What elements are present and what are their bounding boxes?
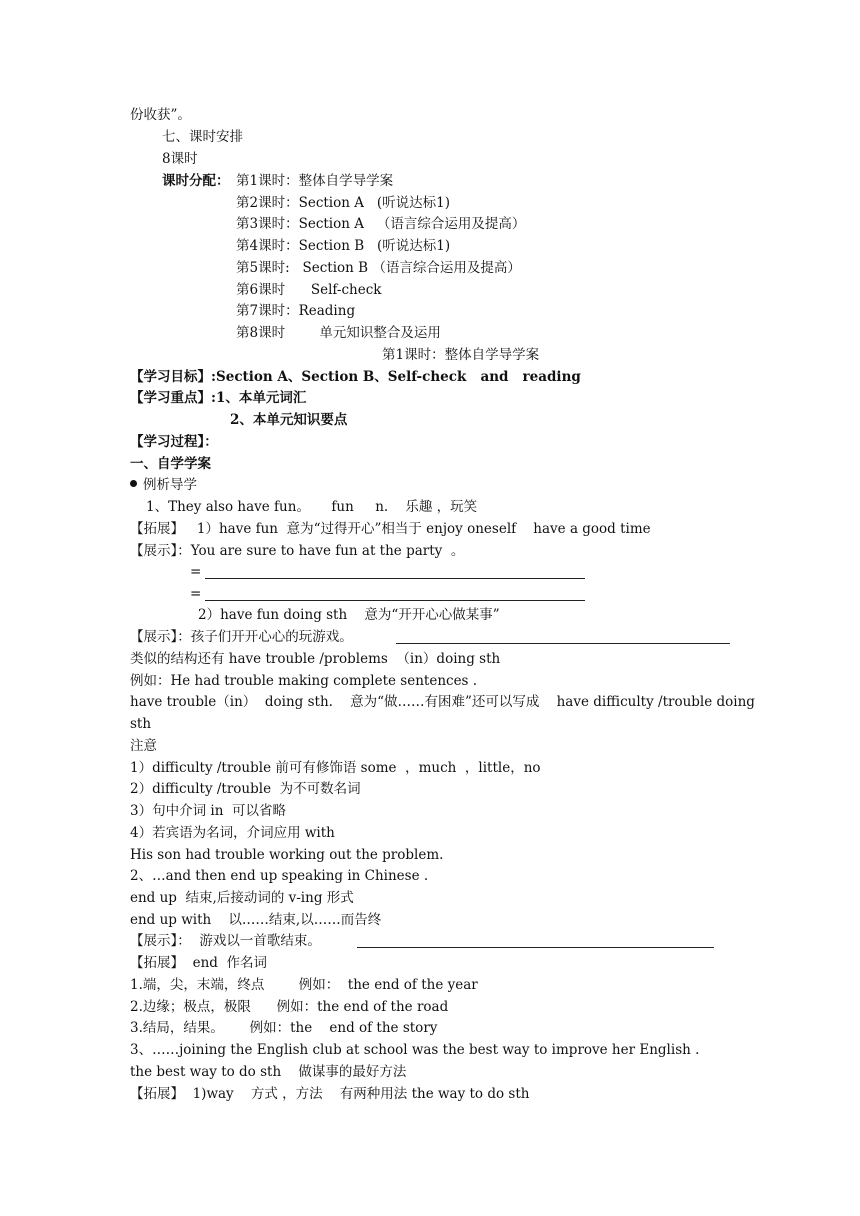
answer-blank[interactable] [205,578,585,579]
text-line: 份收获”。 [130,107,191,123]
text-line: His son had trouble working out the problem. [130,847,444,863]
text-line: 2、…and then end up speaking in Chinese . [130,868,429,884]
text-line: end up with 以……结束,以……而告终 [130,912,382,928]
schedule-item: 第6课时 Self-check [236,282,382,298]
text-line: 3、……joining the English club at school was the best way to improve her English . [130,1042,700,1058]
text-line: 4）若宾语为名词，介词应用 with [130,825,335,841]
text-line: 例如：He had trouble making complete sentences . [130,673,478,689]
text-line: 【展示】：You are sure to have fun at the party 。 [130,543,465,559]
bullet-icon [130,480,137,487]
answer-blank[interactable] [396,643,730,644]
answer-prefix: = [190,564,202,580]
text-line: 1.端，尖，末端，终点 例如： the end of the year [130,977,478,993]
bullet-item [130,476,197,494]
learning-goal: 【学习目标】:Section A、Section B、Self-check and reading [130,369,581,385]
schedule-item: 第1课时：整体自学导学案 [236,173,394,189]
answer-blank[interactable] [205,600,585,601]
learning-process: 【学习过程】： [130,434,218,450]
text-line: 【拓展】 end 作名词 [130,955,267,971]
learning-focus-item: 2、本单元知识要点 [230,412,348,428]
text-line: 【拓展】 1）have fun 意为“过得开心”相当于 enjoy oneself have a good time [130,521,651,537]
text-line: 类似的结构还有 have trouble /problems （in）doing sth [130,651,501,667]
text-line: 8课时 [162,151,198,167]
text-line: 【展示】：孩子们开开心心的玩游戏。 [130,629,353,645]
label-schedule: 课时分配： [162,173,230,189]
text-line: the best way to do sth 做谋事的最好方法 [130,1064,407,1080]
schedule-item: 第4课时：Section B (听说达标1) [236,238,451,254]
answer-prefix: = [190,586,202,602]
text-line: 3.结局，结果。 例如：the end of the story [130,1020,438,1036]
text-line: 注意 [130,738,157,754]
text-line: end up 结束,后接动词的 v-ing 形式 [130,890,354,906]
schedule-item: 第2课时：Section A (听说达标1) [236,195,450,211]
section-heading: 一、自学学案 [130,456,211,472]
schedule-item: 第3课时：Section A （语言综合运用及提高） [236,216,526,232]
text-line: 2）have fun doing sth 意为“开开心心做某事” [198,607,500,623]
schedule-item: 第5课时: Section B （语言综合运用及提高） [236,260,521,276]
text-line: 1）difficulty /trouble 前可有修饰语 some ，much ，little，no [130,760,541,776]
text-line: sth [130,716,152,732]
text-line: 1、They also have fun。 fun n. 乐趣 ，玩笑 [146,499,478,515]
text-line: 2）difficulty /trouble 为不可数名词 [130,781,361,797]
text-line: 2.边缘；极点，极限 例如：the end of the road [130,999,449,1015]
lesson-title: 第1课时：整体自学导学案 [382,347,540,363]
text-line: 【展示】： 游戏以一首歌结束。 [130,933,321,949]
text-line: have trouble（in） doing sth. 意为“做……有困难”还可以写成 have difficulty /trouble doing [130,694,755,710]
text-line: 【拓展】 1)way 方式 ，方法 有两种用法 the way to do sth [130,1086,530,1102]
answer-blank[interactable] [357,947,714,948]
bullet-text: 例析导学 [143,477,197,493]
schedule-item: 第8课时 单元知识整合及运用 [236,325,441,341]
learning-focus: 【学习重点】:1、本单元词汇 [130,390,307,406]
schedule-item: 第7课时：Reading [236,303,356,319]
text-line: 3）句中介词 in 可以省略 [130,803,286,819]
section-heading: 七、课时安排 [162,129,243,145]
